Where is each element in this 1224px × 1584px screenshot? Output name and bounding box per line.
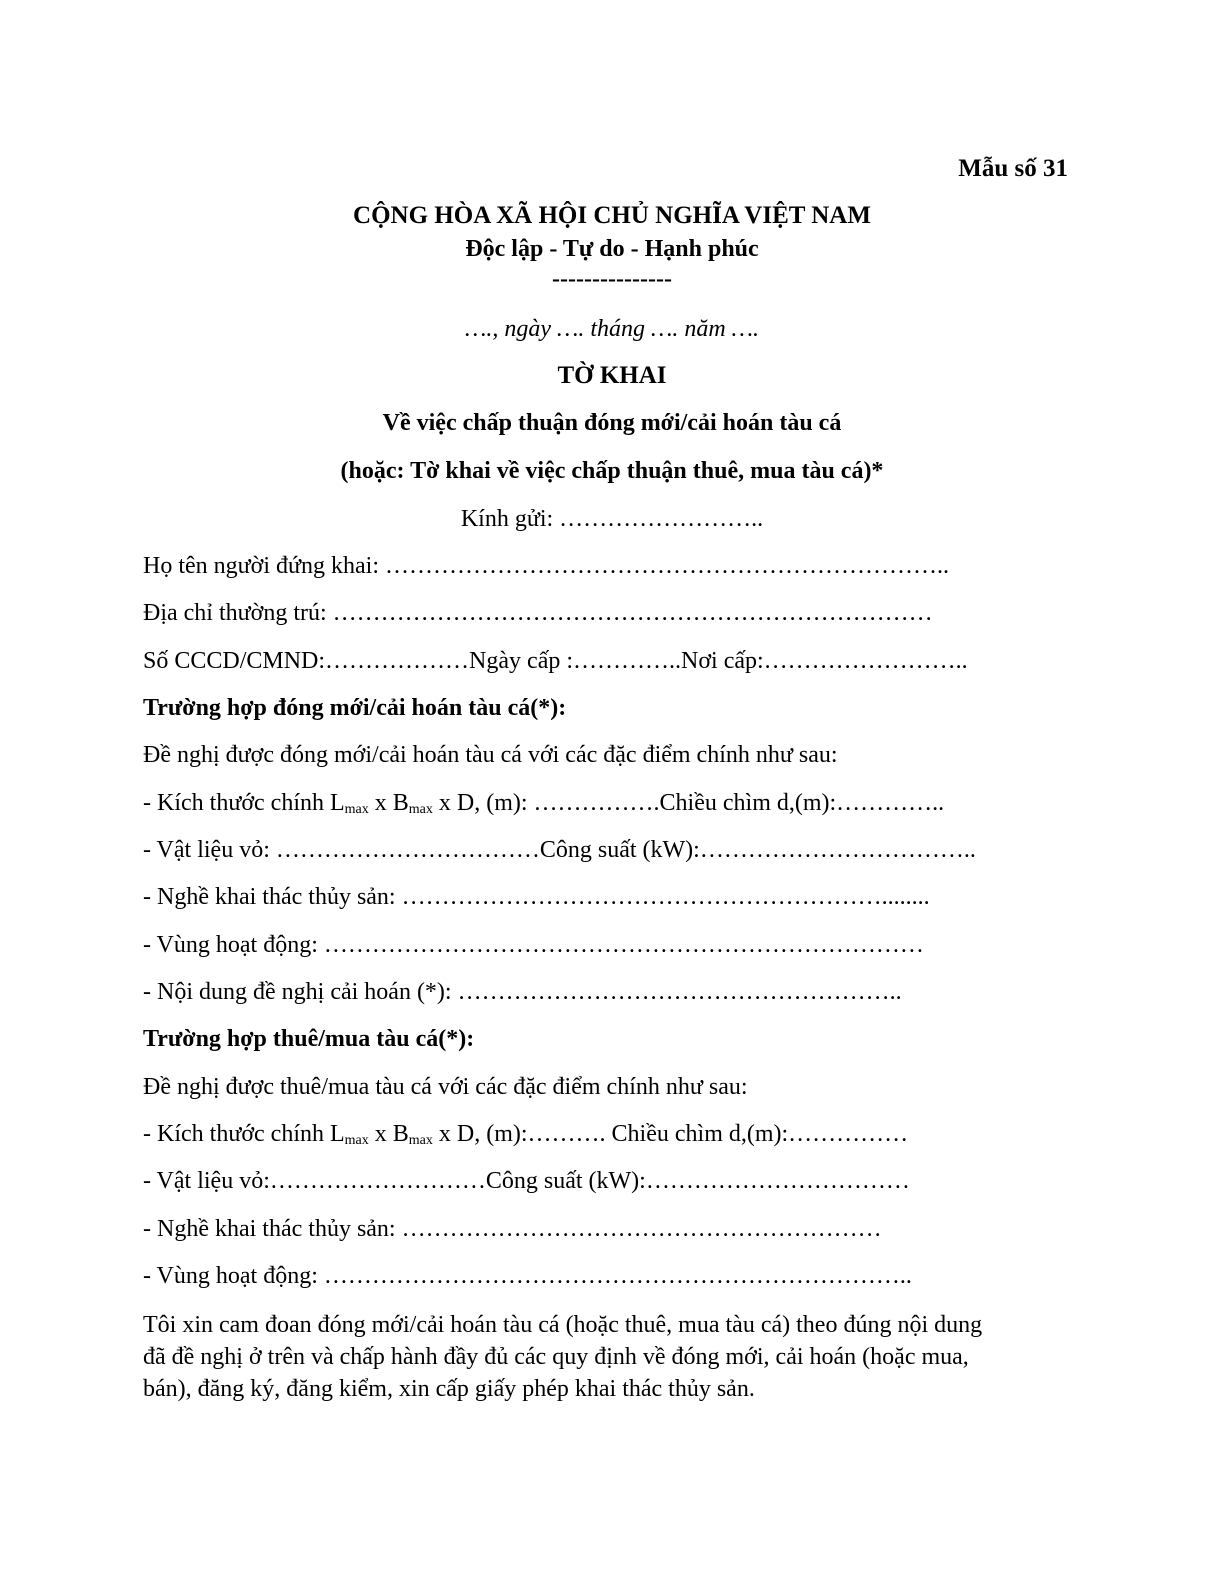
build-dimensions-field: - Kích thước chính $L_{max}$ x $B_{max}$ x D, (m): …………….Chiều chìm d,(m):………….. (143, 790, 945, 817)
document-subtitle-alt: (hoặc: Tờ khai về việc chấp thuận thuê, mua tàu cá)* (340, 458, 884, 484)
recipient-line: Kính gửi: …………………….. (460, 506, 764, 532)
build-fishing-field: - Nghề khai thác thủy sản: ……………………………………………………........ (143, 884, 930, 910)
commitment-paragraph (143, 1309, 1083, 1405)
applicant-id-field: Số CCCD/CMND:………………Ngày cấp :…………..Nơi cấp:…………………….. (143, 648, 968, 674)
applicant-address-field: Địa chỉ thường trú: ………………………………………………………………… (143, 600, 933, 626)
build-area-field: - Vùng hoạt động: ………………………………………………………………… (143, 932, 924, 958)
build-hull-field: - Vật liệu vỏ: ……………………………Công suất (kW):…………………………….. (143, 837, 976, 863)
document-title: TỜ KHAI (557, 362, 667, 389)
document-subtitle: Về việc chấp thuận đóng mới/cải hoán tàu cá (382, 410, 842, 436)
section-build-intro: Đề nghị được đóng mới/cải hoán tàu cá với các đặc điểm chính như sau: (143, 742, 838, 768)
build-conversion-field: - Nội dung đề nghị cải hoán (*): ……………………………………………….. (143, 979, 902, 1005)
lease-area-field: - Vùng hoạt động: ……………………………………………………………….. (143, 1263, 912, 1289)
section-lease-heading: Trường hợp thuê/mua tàu cá(*): (143, 1026, 475, 1052)
section-build-heading: Trường hợp đóng mới/cải hoán tàu cá(*): (143, 695, 567, 721)
lease-hull-field: - Vật liệu vỏ:………………………Công suất (kW):…………………………… (143, 1168, 910, 1194)
applicant-name-field: Họ tên người đứng khai: …………………………………………………………….. (143, 553, 950, 579)
header-rule: --------------- (552, 266, 672, 292)
country-name: CỘNG HÒA XÃ HỘI CHỦ NGHĨA VIỆT NAM (353, 202, 871, 229)
national-motto: Độc lập - Tự do - Hạnh phúc (465, 236, 759, 262)
commitment-line: đã đề nghị ở trên và chấp hành đầy đủ các quy định về đóng mới, cải hoán (hoặc mua, (143, 1344, 969, 1370)
section-lease-intro: Đề nghị được thuê/mua tàu cá với các đặc điểm chính như sau: (143, 1074, 748, 1100)
form-number: Mẫu số 31 (958, 155, 1068, 182)
date-line: …., ngày …. tháng …. năm …. (464, 316, 759, 342)
commitment-line: bán), đăng ký, đăng kiểm, xin cấp giấy phép khai thác thủy sản. (143, 1376, 755, 1402)
lease-fishing-field: - Nghề khai thác thủy sản: …………………………………………………… (143, 1216, 882, 1242)
commitment-line: Tôi xin cam đoan đóng mới/cải hoán tàu cá (hoặc thuê, mua tàu cá) theo đúng nội dung (143, 1312, 983, 1338)
lease-dimensions-field: - Kích thước chính $L_{max}$ x $B_{max}$ x D, (m):………. Chiều chìm d,(m):…………… (143, 1121, 909, 1148)
